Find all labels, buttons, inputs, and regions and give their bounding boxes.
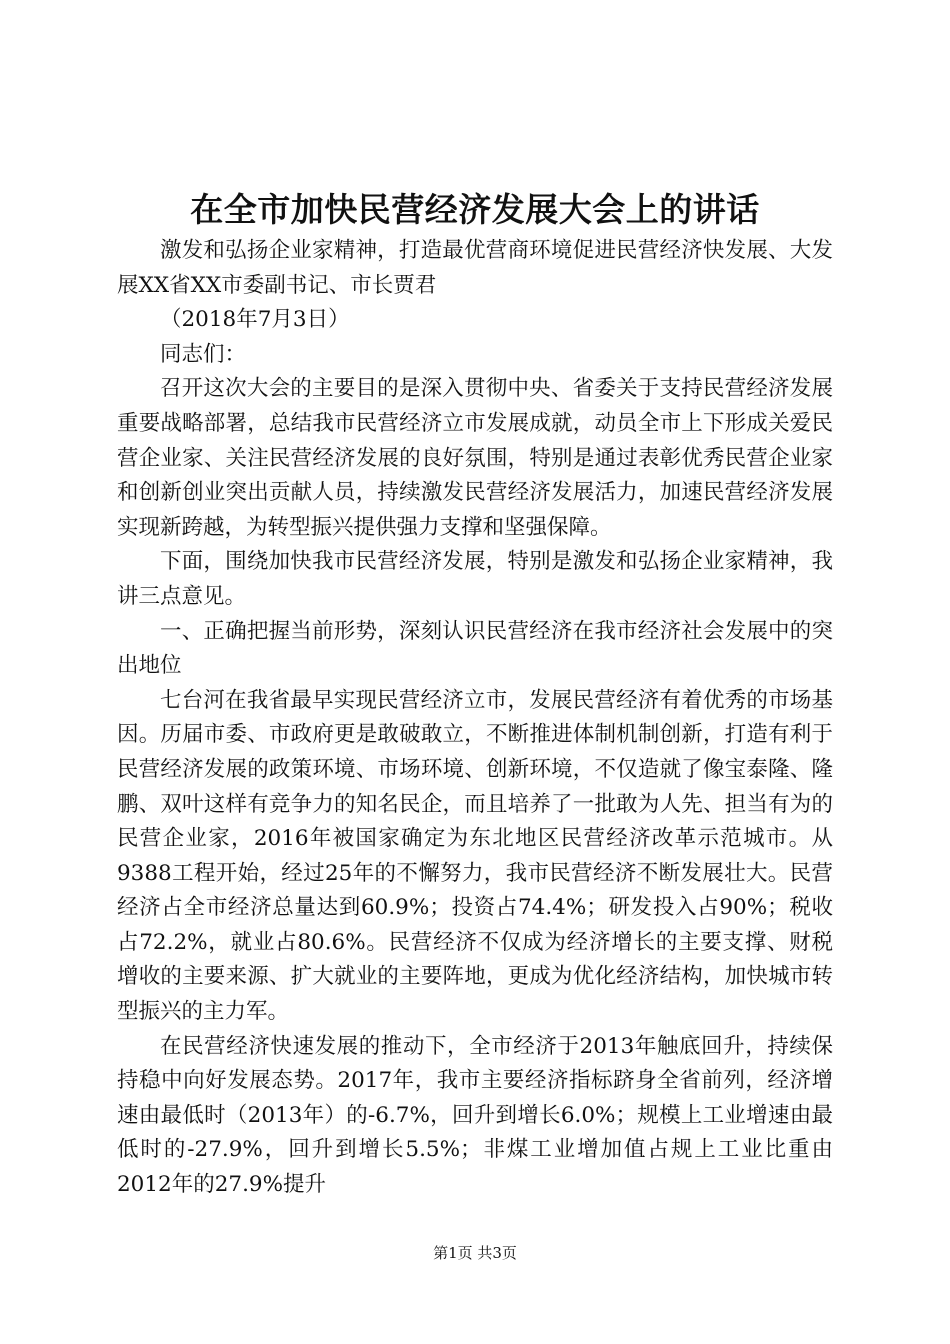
- document-title: 在全市加快民营经济发展大会上的讲话: [190, 190, 760, 229]
- paragraph-intro: 下面，围绕加快我市民营经济发展，特别是激发和弘扬企业家精神，我讲三点意见。: [117, 549, 833, 609]
- paragraph-salutation: 同志们：: [160, 341, 247, 367]
- paragraph-growth: 在民营经济快速发展的推动下，全市经济于2013年触底回升，持续保持稳中向好发展态势。2017年，我市主要经济指标跻身全省前列，经济增速由最低时（2013年）的-6.7%，回升到增长6.0%；规模上工业增速由最低时的-27.9%，回升到增长5.5%；非煤工业增加值占规上工业比重由2012年的27.9%提升: [117, 1033, 833, 1198]
- paragraph-purpose: 召开这次大会的主要目的是深入贯彻中央、省委关于支持民营经济发展重要战略部署，总结我市民营经济立市发展成就，动员全市上下形成关爱民营企业家、关注民营经济发展的良好氛围，特别是通过表彰优秀民营企业家和创新创业突出贡献人员，持续激发民营经济发展活力，加速民营经济发展实现新跨越，为转型振兴提供强力支撑和坚强保障。: [117, 376, 833, 540]
- section-heading-1: 一、正确把握当前形势，深刻认识民营经济在我市经济社会发展中的突出地位: [117, 618, 833, 679]
- document-body: [117, 234, 833, 1203]
- page-number: 第1页 共3页: [433, 1244, 517, 1262]
- paragraph-date: （2018年7月3日）: [160, 307, 350, 333]
- paragraph-history: 七台河在我省最早实现民营经济立市，发展民营经济有着优秀的市场基因。历届市委、市政府更是敢破敢立，不断推进体制机制创新，打造有利于民营经济发展的政策环境、市场环境、创新环境，不仅造就了像宝泰隆、隆鹏、双叶这样有竞争力的知名民企，而且培养了一批敢为人先、担当有为的民营企业家，2016年被国家确定为东北地区民营经济改革示范城市。从9388工程开始，经过25年的不懈努力，我市民营经济不断发展壮大。民营经济占全市经济总量达到60.9%；投资占74.4%；研发投入占90%；税收占72.2%，就业占80.6%。民营经济不仅成为经济增长的主要支撑、财税增收的主要来源、扩大就业的主要阵地，更成为优化经济结构，加快城市转型振兴的主力军。: [117, 687, 833, 1025]
- paragraph-subtitle: 激发和弘扬企业家精神，打造最优营商环境促进民营经济快发展、大发展XX省XX市委副书记、市长贾君: [117, 238, 833, 298]
